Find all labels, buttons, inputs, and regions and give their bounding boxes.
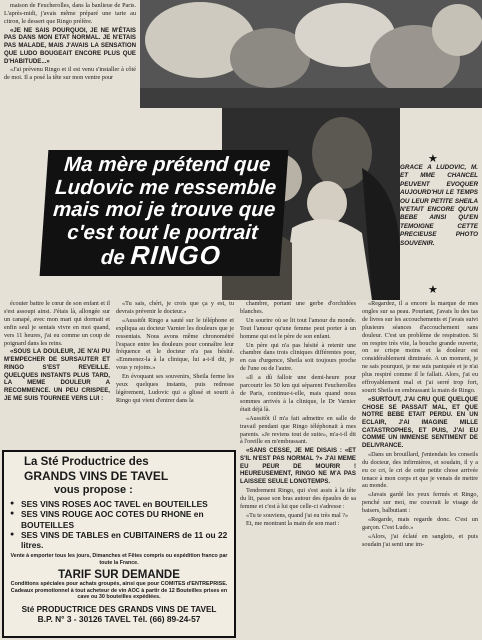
- article-paragraph: Tendrement Ringo, qui s'est assis à la tête du lit, passe son bras autour des épaules de sa femme et c'est à lui que celle-ci s'adresse :: [240, 486, 356, 510]
- pull-quote: «SOUS LA DOULEUR, JE N'AI PU M'EMPECHER DE SURSAUTER ET RINGO S'EST REVEILLE. QUELQUES INSTANTS PLUS TARD, LA MEME DOULEUR A RECOMMENCE. UN PEU CRISPEE, JE ME SUIS TOURNEE VERS LUI :: [4, 348, 110, 402]
- headline-line-2: Ludovic me ressemble: [54, 175, 278, 199]
- article-paragraph: «Alors, j'ai éclaté en sanglots, et puis soudain j'ai senti une im-: [362, 532, 478, 548]
- ad-note: Vente à emporter tous les jours, Dimanches et Fêtes compris ou expédition franco par toute la France.: [10, 553, 228, 566]
- article-paragraph: «Regardez, il a encore la marque de mes ongles sur sa peau. Pourtant, j'avais lu des tas de livres sur les accouchements et j'avais suivi plusieurs séances d'accouchement sans douleur. C'est un problème de respiration. Si on respire très vite, la bouche grande ouverte, on se crispe moins et la douleur est considérablement diminuée. A un moment, je ne sais pourquoi, je me suis paniquée et je n'ai plus respiré comme il le fallait. Alors, j'ai eu effroyablement mal et j'ai serré trop fort, sourit Sheila en embrassant la main de Ringo.: [362, 300, 478, 394]
- article-paragraph: Un père qui n'a pas hésité à retenir une chambre dans trois cliniques différentes pour, en cas d'urgence, Sheila soit toujours proche de l'une ou de l'autre.: [240, 341, 356, 373]
- ad-product-list: [10, 499, 228, 550]
- ad-tarif: TARIF SUR DEMANDE: [58, 569, 180, 582]
- ad-line-2: GRANDS VINS DE TAVEL: [24, 469, 169, 483]
- article-paragraph: «Tu sais, chéri, je crois que ça y est, tu devrais prévenir le docteur.»: [116, 300, 234, 315]
- ad-line-3: vous propose :: [54, 484, 133, 496]
- headline: [40, 150, 289, 276]
- headline-line-1: Ma mère prétend que: [63, 153, 272, 176]
- article-paragraph: «Dans un brouillard, j'entendais les conseils du docteur, des infirmières, et soudain, il y a eu ce cri, le cri de cette petite chose arrivée tenace à mon corps et que je venais de mettre au monde.: [362, 450, 478, 490]
- article-paragraph: Et, me montrant la main de son mari :: [246, 520, 340, 528]
- article-column-1-bottom: [4, 300, 110, 403]
- article-paragraph: «Aussitôt il m'a fait admettre en salle de travail pendant que Ringo téléphonait à mes parents. «Je reviens tout de suite», m'a-t-il dit à l'oreille en m'embrassant.: [240, 414, 356, 446]
- article-column-4: [362, 300, 478, 550]
- article-column-3: [240, 300, 356, 529]
- article-paragraph: «J'ai prévenu Ringo et il est venu s'installer à côté de moi. Il a posé la tête sur mon ventre pour: [4, 66, 136, 82]
- article-paragraph: Un sourire où se lit tout l'amour du monde. Tout l'amour qu'une femme peut porter à un homme qui est le père de son enfant.: [240, 316, 356, 340]
- ad-product-item: ● SES VINS ROUGE AOC COTES DU RHONE en BOUTEILLES: [10, 509, 228, 530]
- article-paragraph: «Javais gardé les yeux fermés et Ringo, penché sur moi, me couvrait le visage de baisers, balbutiant :: [362, 491, 478, 515]
- ad-product-item: ● SES VINS DE TABLES en CUBITAINERS de 11 ou 22 litres.: [10, 530, 228, 551]
- article-paragraph: écouter battre le cœur de son enfant et il s'est assoupi ainsi. J'étais là, allongée sur un canapé, avec mon mari qui dormait et enfin seul je sentais vivre en moi quand, vers 11 heures, j'ai eu comme un coup de poignard dans les reins.: [4, 300, 110, 347]
- ad-footer-address: B.P. N° 3 - 30126 TAVEL Tél. (66) 89-24-57: [37, 613, 201, 624]
- article-paragraph: En évoquant ses souvenirs, Sheila ferme les yeux quelques instants, puis redresse légèrement, Ludovic qui a glissé et sourit à Ringo qui vient d'entrer dans la: [116, 373, 234, 404]
- ad-line-1: La Sté Productrice des: [24, 456, 149, 468]
- article-paragraph: «Aussitôt Ringo a sauté sur le téléphone et expliqua au docteur Varnier les douleurs que je ressentais. Nous avons même chronométré l'espace entre les douleurs pour connaître leur fréquence et le docteur n'a pas hésité. «Emmenez-la à la clinique, lui a-t-il dit, je vous y rejoins.»: [116, 316, 234, 372]
- wine-advertisement: [2, 450, 236, 638]
- article-column-2: [116, 300, 234, 406]
- article-paragraph: «Tu te souviens, quand j'ai eu très mal ?»: [246, 511, 349, 519]
- article-paragraph: «Il a dû falloir une demi-heure pour parcourir les 50 km qui séparent Feucherolles de Paris, continue-t-elle, mais quand nous sommes arrivés à la clinique, le Dr Varnier était déjà là.: [240, 374, 356, 413]
- headline-line-3: mais moi je trouve que: [52, 198, 277, 221]
- pull-quote: «SURTOUT, J'AI CRU QUE QUELQUE CHOSE SE PASSAIT MAL, ET QUE NOTRE BEBE ETAIT PERDU. EN UN ECLAIR, J'AI IMAGINE MILLE CATASTROPHES, ET PUIS, J'AI EU COMME UN IMMENSE SENTIMENT DE DELIVRANCE.: [362, 395, 478, 450]
- article-paragraph: chambre, portant une gerbe d'orchidées blanches.: [240, 300, 356, 315]
- pull-quote: «JE NE SAIS POURQUOI, JE NE M'ÉTAIS PAS DANS MON ETAT NORMAL. JE N'ETAIS PAS MALADE, MAIS J'AVAIS LA SENSATION QUE LUDO BOUGEAIT ENCORE PLUS QUE D'HABITUDE...»: [4, 26, 136, 65]
- article-column-1-top: [4, 2, 136, 83]
- top-photo-image: [140, 0, 482, 108]
- headline-ringo: RINGO: [129, 240, 223, 270]
- article-paragraph: maison de Feucherolles, dans la banlieue de Paris. L'après-midi, j'avais même préparé une tarte au citron, le dessert que Ringo préfère.: [4, 2, 136, 25]
- star-icon: ★: [428, 153, 438, 165]
- pull-quote: «SANS CESSE, JE ME DISAIS : «ET S'IL N'EST PAS NORMAL ?» J'AI MEME EU PEUR DE MOURIR ! HEUREUSEMENT, RINGO NE M'A PAS LAISSEE SEULE LONGTEMPS.: [240, 447, 356, 486]
- star-icon: ★: [428, 284, 438, 296]
- ad-footer-company: Sté PRODUCTRICE DES GRANDS VINS DE TAVEL: [21, 604, 217, 614]
- photo-caption: GRACE A LUDOVIC, M. ET MME CHANCEL PEUVENT EVOQUER AUJOURD'HUI LE TEMPS OU LEUR PETITE SHEILA N'ETAIT ENCORE QU'UN BEBE AINSI QU'EN TEMOIGNE CETTE PRECIEUSE PHOTO SOUVENIR.: [400, 164, 478, 247]
- headline-de: de: [100, 246, 126, 269]
- ad-product-item: ● SES VINS ROSES AOC TAVEL en BOUTEILLES: [10, 499, 228, 509]
- headline-line-4: c'est tout le portrait: [66, 220, 259, 244]
- headline-line-5: [46, 240, 276, 270]
- ad-conditions: Conditions spéciales pour achats groupés, ainsi que pour COMITES d'ENTREPRISE. Cadeaux promotionnel à tout acheteur de vin AOC à partir de 12 Bouteilles prises en cave ou 30 bouteilles expédiées.: [10, 581, 228, 601]
- article-paragraph: «Regarde, mais regarde donc. C'est un garçon. C'est Ludo.»: [362, 516, 478, 531]
- top-photo: [140, 0, 482, 108]
